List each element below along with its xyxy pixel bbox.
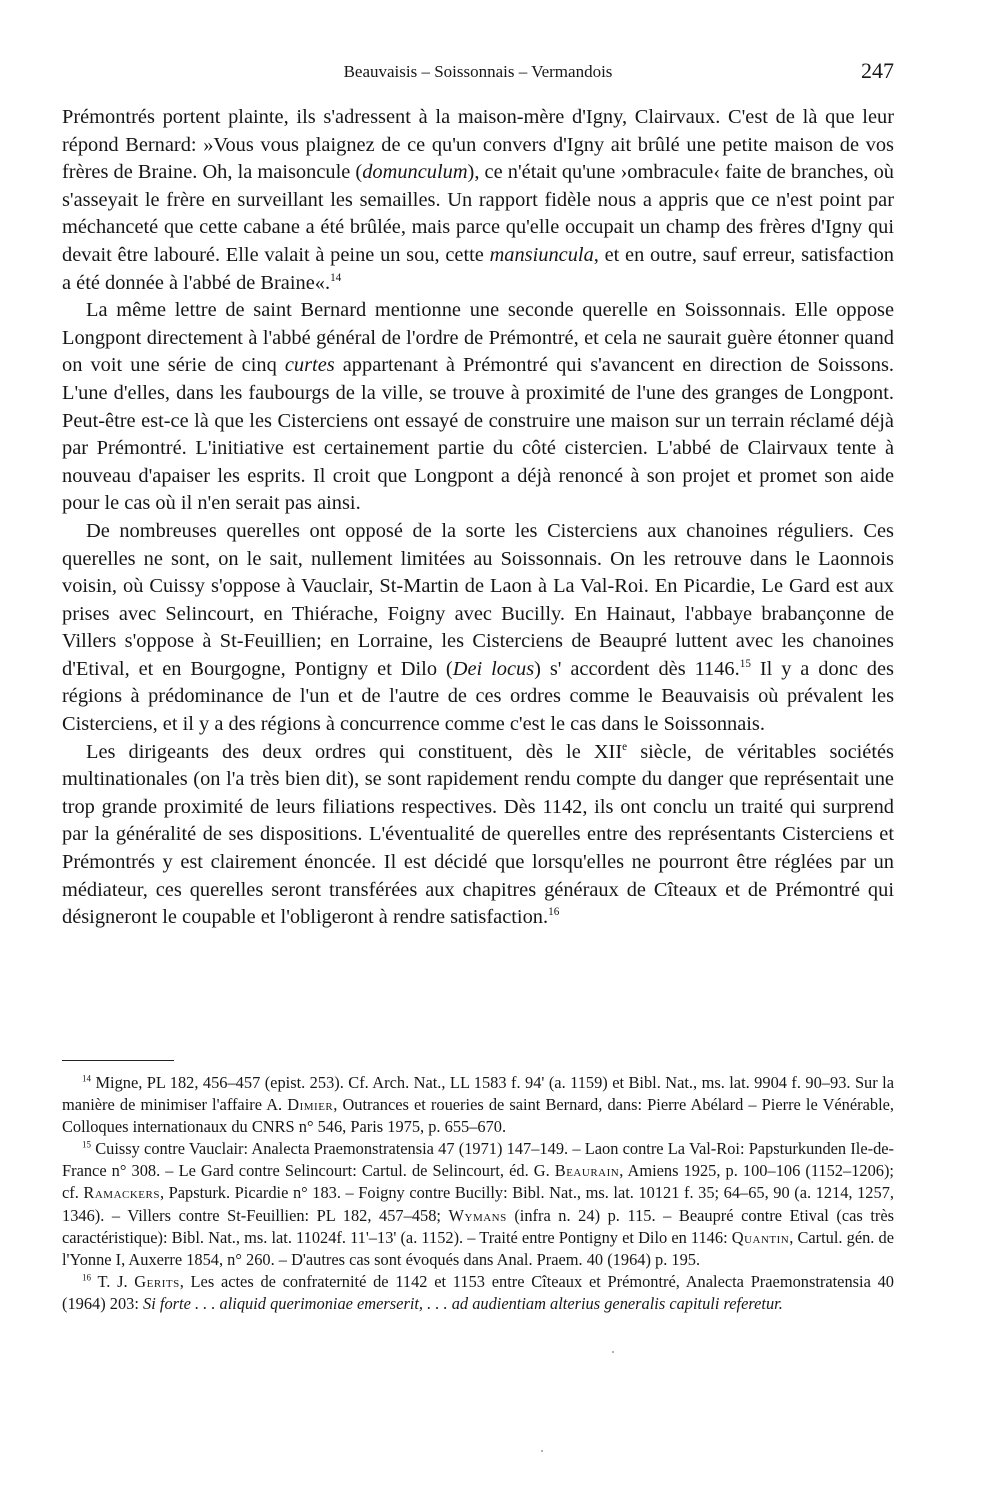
running-head [62, 58, 894, 88]
text-run: , Amiens 1925, p. 100–106 (1152–1206); cf. [62, 1161, 894, 1203]
footnote-ref-14: 14 [330, 271, 342, 284]
text-run: , Cartul. gén. de l'Yonne I, Auxerre 1854, n° 260. – D'autres cas sont évoqués dans Anal. Praem. 40 (1964) p. 195. [62, 1227, 894, 1269]
footnote-ref-16: 16 [548, 906, 560, 919]
footnote-number: 15 [82, 1139, 91, 1150]
author-name: Dimier [287, 1095, 334, 1115]
italic-term: mansiuncula [489, 243, 594, 266]
text-run: De nombreuses querelles ont opposé de la sorte les Cisterciens aux chanoines réguliers. Ces querelles ne sont, on le sait, nullement limitées au Soissonnais. On les retrouve dans le Laonnois voisin, où Cuissy s'oppose à Vauclair, St-Martin de Laon à La Val-Roi. En Picardie, Le Gard est aux prises avec Selincourt, en Thiérache, Foigny avec Bucilly. En Hainaut, l'abbaye brabançonne de Villers s'oppose à St-Feuillien; en Lorraine, les Cisterciens de Beaupré luttent avec les chanoines d'Etival, et en Bourgogne, Pontigny et Dilo ( [62, 519, 894, 680]
text-run: La même lettre de saint Bernard mentionne une seconde querelle en Soissonnais. Elle oppose Longpont directement à l'abbé général de l'ordre de Prémontré, et cela ne saurait guère étonner quand on voit une série de cinq [62, 299, 894, 377]
footnote-separator [62, 1060, 174, 1061]
text-run: , Outrances et roueries de saint Bernard, dans: Pierre Abélard – Pierre le Vénérable, Colloques internationaux du CNRS n° 546, Paris 1975, p. 655–670. [62, 1095, 895, 1137]
text-run: Il y a donc des régions à prédominance de l'un et de l'autre de ces ordres comme le Beauvaisis où prévalent les Cisterciens, et il y a des régions à concurrence comme c'est le cas dans le Soissonnais. [62, 657, 894, 736]
author-name: Ramackers [83, 1183, 160, 1203]
text-run: appartenant à Prémontré qui s'avancent en direction de Soissons. L'une d'elles, dans les faubourgs de la ville, se trouve à proximité de l'une des granges de Longpont. Peut-être est-ce là que les Cisterciens ont essayé de construire une maison sur un terrain réclamé déjà par Prémontré. L'initiative est certainement partie du côté cistercien. L'abbé de Clairvaux tente à nouveau d'apaiser les esprits. Il croit que Longpont a déjà renoncé à son projet et promet son aide pour le cas où il n'en serait pas ainsi. [62, 354, 895, 515]
footnote-ref-15: 15 [739, 658, 751, 671]
text-run: (infra n. 24) p. 115. – Beaupré contre Etival (cas très caractéristique): Bibl. Nat., ms. lat. 11024f. 11'–13' (a. 1152). – Traité entre Pontigny et Dilo en 1146: [62, 1205, 894, 1247]
paragraph-4 [62, 739, 894, 932]
italic-term: domunculum [362, 161, 468, 184]
footnote-15 [62, 1138, 894, 1271]
footnote-number: 16 [82, 1272, 91, 1283]
text-run: Cuissy contre Vauclair: Analecta Praemonstratensia 47 (1971) 147–149. – Laon contre La Val-Roi: Papsturkunden Ile-de-France n° 308. – Le Gard contre Selincourt: Cartul. de Selincourt, éd. G. [62, 1139, 894, 1181]
paragraph-3 [62, 518, 894, 739]
text-run: Prémontrés portent plainte, ils s'adressent à la maison-mère d'Igny, Clairvaux. C'est de là que leur répond Bernard: »Vous vous plaignez de ce qu'un convers d'Igny ait brûlé une petite maison de vos frères de Braine. Oh, la maisoncule ( [62, 106, 894, 184]
footnotes [62, 1072, 894, 1315]
paragraph-1 [62, 104, 894, 297]
century-superscript: e [622, 740, 628, 753]
text-run: Les dirigeants des deux ordres qui constituent, dès le XII [86, 740, 623, 763]
text-run: T. J. [91, 1271, 135, 1291]
italic-term: Dei locus [452, 657, 535, 680]
text-run: Migne, PL 182, 456–457 (epist. 253). Cf. Arch. Nat., LL 1583 f. 94' (a. 1159) et Bibl. Nat., ms. lat. 9904 f. 90–93. Sur la manière de minimiser l'affaire A. [62, 1073, 894, 1115]
text-run: ) s' accordent dès 1146. [534, 657, 740, 680]
text-run: ), ce n'était qu'une ›ombracule‹ faite de branches, où s'asseyait le frère en surveillant les semailles. Un rapport fidèle nous a appris que ce n'est point par méchanceté que cette cabane a été brûlée, mais parce qu'elle occupait un champ des frères d'Igny qui devait être labouré. Elle valait à peine un sou, cette [62, 161, 894, 266]
footnote-16 [62, 1271, 894, 1315]
author-name: Gerits [134, 1271, 180, 1291]
author-name: Wymans [448, 1205, 507, 1225]
main-text [62, 104, 894, 932]
text-run: , Papsturk. Picardie n° 183. – Foigny contre Bucilly: Bibl. Nat., ms. lat. 10121 f. 35; 64–65, 90 (a. 1214, 1257, 1346). – Villers contre St-Feuillien: PL 182, 457–458; [62, 1183, 894, 1225]
scan-speck [612, 1351, 614, 1353]
footnote-number: 14 [82, 1073, 91, 1084]
paragraph-2 [62, 297, 894, 518]
text-run: , et en outre, sauf erreur, satisfaction a été donnée à l'abbé de Braine«. [62, 243, 894, 294]
page-number: 247 [861, 58, 894, 83]
scan-speck [541, 1450, 543, 1452]
latin-quote: Si forte . . . aliquid querimoniae emerserit, . . . ad audientiam alterius generalis capituli referetur. [143, 1293, 783, 1313]
footnote-14 [62, 1072, 894, 1138]
author-name: Quantin [731, 1227, 790, 1247]
italic-term: curtes [284, 354, 335, 377]
text-run: , Les actes de confraternité de 1142 et 1153 entre Cîteaux et Prémontré, Analecta Praemonstratensia 40 (1964) 203: [62, 1271, 894, 1313]
author-name: Beaurain [554, 1161, 620, 1181]
text-run: siècle, de véritables sociétés multinationales (on l'a très bien dit), se sont rapidement rendu compte du danger que représentait une trop grande proximité de leurs filiations respectives. Dès 1142, ils ont conclu un traité qui surprend par la généralité de ses dispositions. L'éventualité de querelles entre des représentants Cisterciens et Prémontrés y est clairement énoncée. Il est décidé que lorsqu'elles ne pourront être réglées par un médiateur, ces querelles seront transférées aux chapitres généraux de Cîteaux et de Prémontré qui désigneront le coupable et l'obligeront à rendre satisfaction. [62, 740, 894, 929]
running-title: Beauvaisis – Soissonnais – Vermandois [343, 62, 613, 81]
